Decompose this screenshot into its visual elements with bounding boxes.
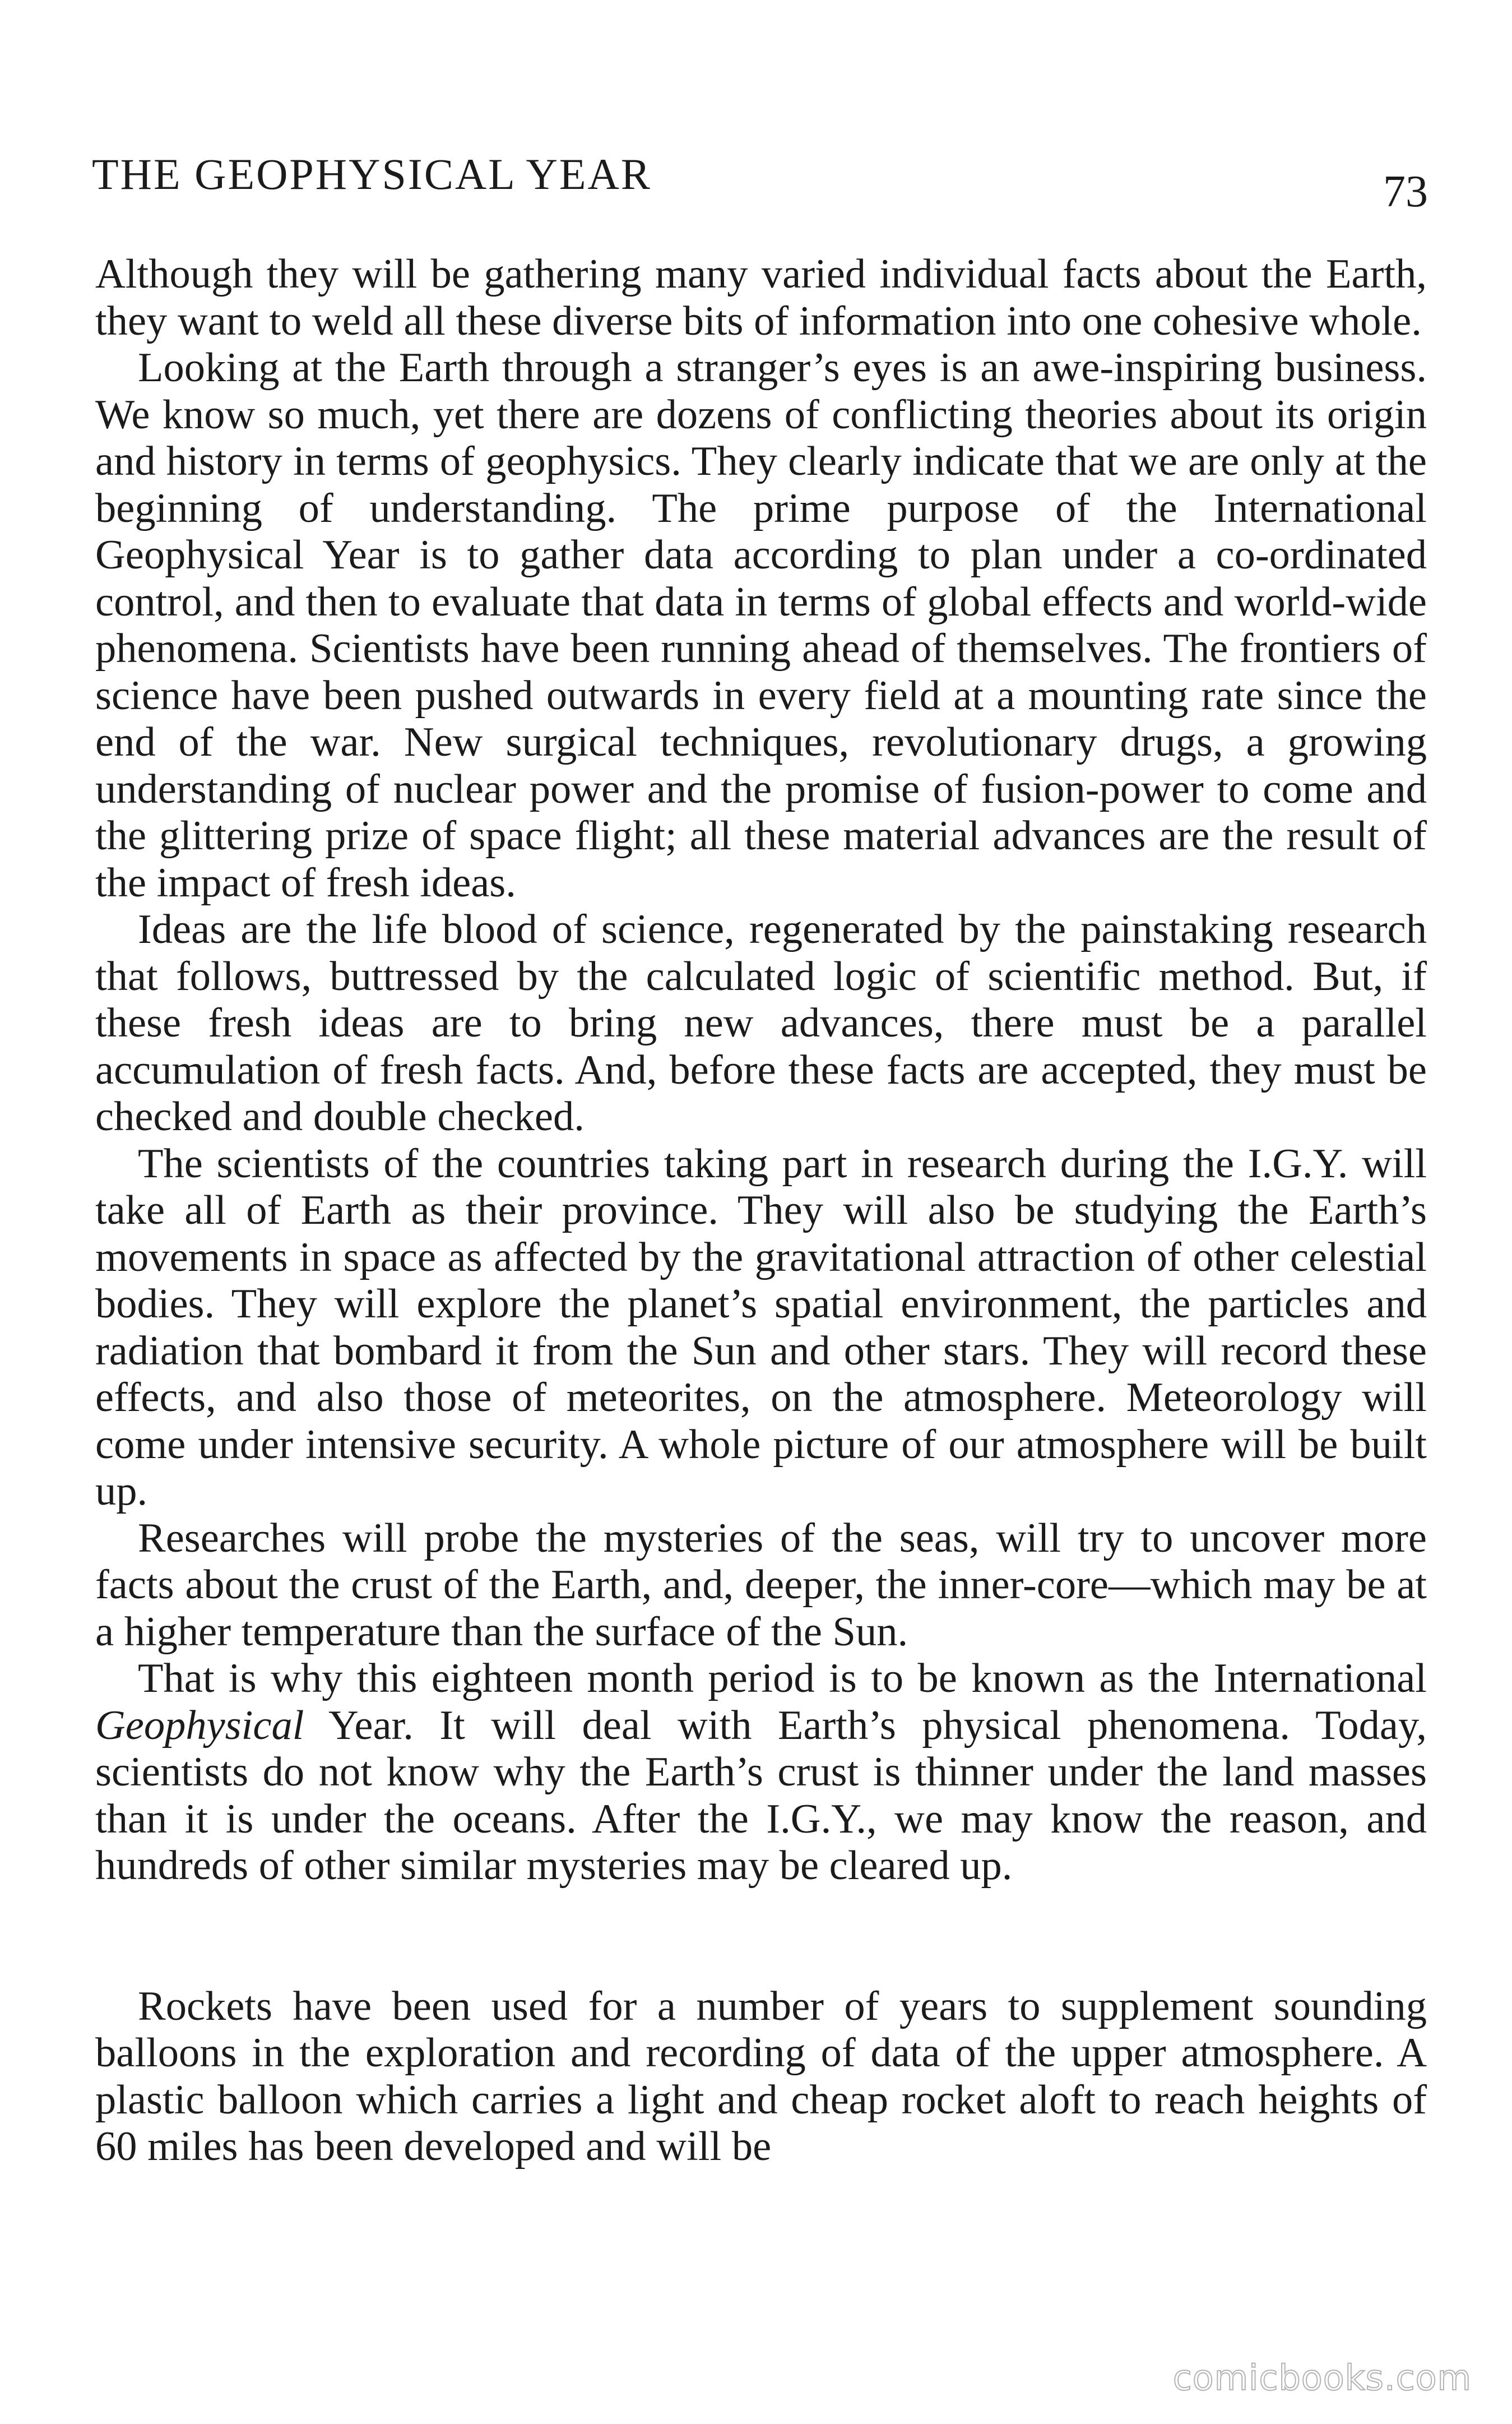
page-number: 73 [1383, 167, 1428, 216]
running-head: THE GEOPHYSICAL YEAR [92, 150, 652, 198]
paragraph-7: Rockets have been used for a number of years to supplement sounding balloons in the exploration and recording of data of the upper atmosphere. A plastic balloon which carries a light and cheap rocket aloft to reach heights of 60 miles has been developed and will be [95, 1983, 1427, 2169]
paragraph-6-italic-word: Geophysical [95, 1702, 304, 1748]
site-watermark: comicbooks.com [1172, 2357, 1472, 2398]
paragraph-2: Looking at the Earth through a stranger’s eyes is an awe-inspiring business. We know so much, yet there are dozens of conflicting theories about its origin and history in terms of geophysics. They clearly indicate that we are only at the beginning of understanding. The prime purpose of the International Geophysical Year is to gather data according to plan under a co-ordinated control, and then to evaluate that data in terms of global effects and world-wide phenomena. Scientists have been running ahead of themselves. The frontiers of science have been pushed outwards in every field at a mounting rate since the end of the war. New surgical techniques, revolutionary drugs, a growing understanding of nuclear power and the promise of fusion-power to come and the glittering prize of space flight; all these material advances are the result of the impact of fresh ideas. [95, 345, 1427, 906]
paragraph-4: The scientists of the countries taking part in research during the I.G.Y. will take all of Earth as their province. They will also be studying the Earth’s movements in space as affected by the gravitational attraction of other celestial bodies. They will explore the planet’s spatial environment, the particles and radiation that bombard it from the Sun and other stars. They will record these effects, and also those of meteorites, on the atmosphere. Meteorology will come under intensive security. A whole picture of our atmosphere will be built up. [95, 1140, 1427, 1514]
paragraph-5: Researches will probe the mysteries of the seas, will try to uncover more facts about the crust of the Earth, and, deeper, the inner-core—which may be at a higher temperature than the surface of the Sun. [95, 1515, 1427, 1655]
body-text [95, 251, 1427, 2171]
section-break [95, 1890, 1427, 1983]
paragraph-6-text-start: That is why this eighteen month period is to be known as the International [138, 1655, 1427, 1701]
paragraph-6 [95, 1655, 1427, 1890]
paragraph-1: Although they will be gathering many varied individual facts about the Earth, they want to weld all these diverse bits of information into one cohesive whole. [95, 251, 1427, 344]
paragraph-6-text-end: Year. It will deal with Earth’s physical phenomena. Today, scientists do not know why the Earth’s crust is thinner under the land masses than it is under the oceans. After the I.G.Y., we may know the reason, and hundreds of other similar mysteries may be cleared up. [95, 1702, 1427, 1889]
paragraph-3: Ideas are the life blood of science, regenerated by the painstaking research that follows, buttressed by the calculated logic of scientific method. But, if these fresh ideas are to bring new advances, there must be a parallel accumulation of fresh facts. And, before these facts are accepted, they must be checked and double checked. [95, 906, 1427, 1140]
